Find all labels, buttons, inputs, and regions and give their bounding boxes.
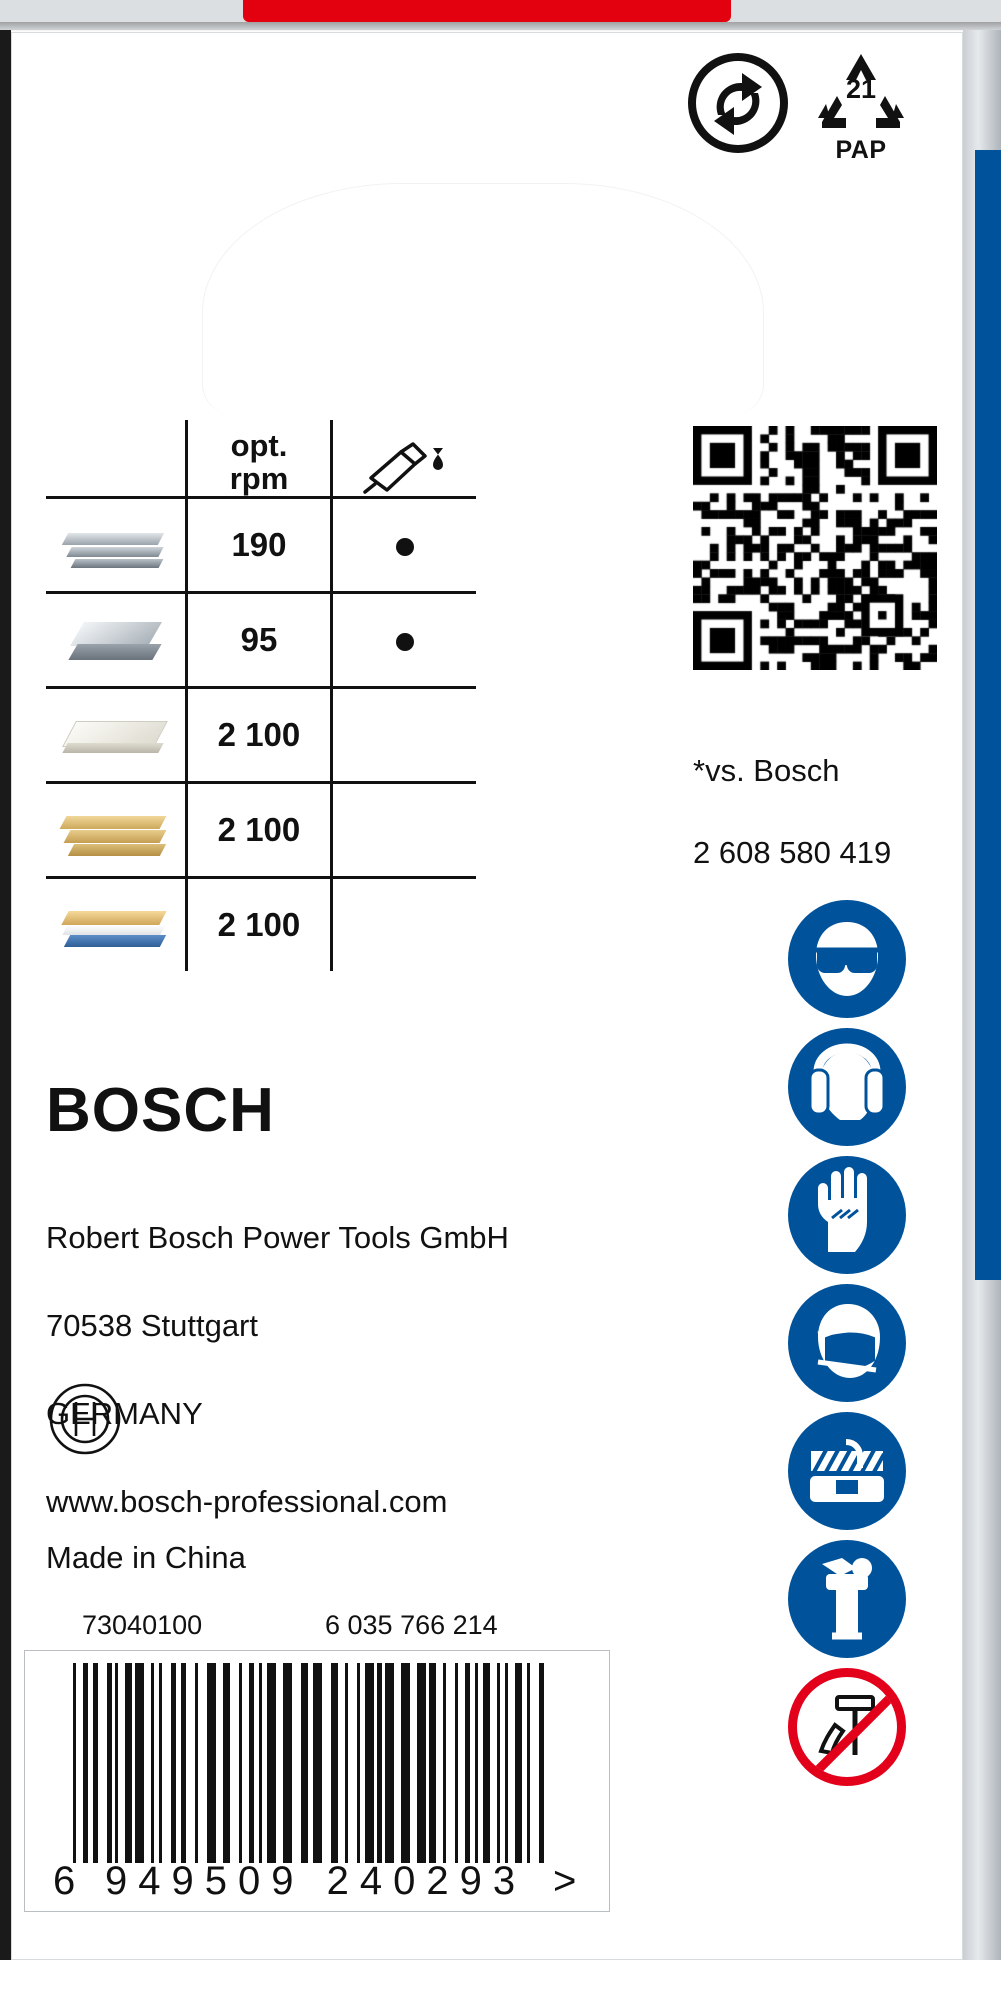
header-rpm <box>186 420 332 498</box>
manufacturer-address <box>46 1172 509 1568</box>
coolant-dot <box>396 538 414 556</box>
wear-protective-gloves-icon <box>788 1156 906 1274</box>
barcode-lead-digit: 6 <box>53 1859 77 1903</box>
table-row <box>46 688 476 783</box>
company-name: Robert Bosch Power Tools GmbH <box>46 1220 509 1256</box>
table-row <box>46 498 476 593</box>
coolant-dot <box>396 633 414 651</box>
safety-pictogram-column <box>788 900 908 1796</box>
rpm-cell: 2 100 <box>186 878 332 972</box>
header-rpm-line2: rpm <box>229 461 289 497</box>
laminate-panel-thumb <box>59 897 171 953</box>
footnote-line-1: *vs. Bosch <box>693 752 840 788</box>
wear-ear-protection-icon <box>788 1028 906 1146</box>
clamp-workpiece-icon <box>788 1412 906 1530</box>
material-number: 73040100 <box>82 1610 203 1640</box>
coolant-cell <box>332 688 476 783</box>
header-rpm-line1: opt. <box>230 428 288 464</box>
barcode-digits <box>25 1857 611 1905</box>
plastic-board-thumb <box>59 707 171 763</box>
material-cell <box>46 783 186 878</box>
package-red-tab <box>243 0 731 22</box>
emboss-outline <box>202 183 764 414</box>
barcode-main-digits: 949509 240293 <box>105 1859 527 1903</box>
rpm-cell: 190 <box>186 498 332 593</box>
pap-label: PAP <box>835 136 887 164</box>
package-top-shadow <box>0 22 1001 32</box>
coolant-spray-icon <box>357 438 453 496</box>
material-cell <box>46 688 186 783</box>
coolant-cell <box>332 498 476 593</box>
coolant-cell <box>332 593 476 688</box>
stainless-plate-thumb <box>59 612 171 668</box>
bosch-wordmark: BOSCH <box>46 1076 275 1145</box>
material-cell <box>46 593 186 688</box>
metal-profiles-thumb <box>59 517 171 573</box>
header-coolant <box>332 420 476 498</box>
speed-specification-table <box>46 420 476 971</box>
package-blue-band <box>975 150 1001 1280</box>
header-material <box>46 420 186 498</box>
qr-code[interactable] <box>693 426 937 670</box>
no-hammer-chisel-icon <box>788 1668 906 1786</box>
table-header-row <box>46 420 476 498</box>
coolant-cell <box>332 783 476 878</box>
website: www.bosch-professional.com <box>46 1484 448 1520</box>
made-in-label: Made in China <box>46 1540 246 1575</box>
barcode-bars <box>73 1663 544 1863</box>
rpm-cell: 2 100 <box>186 688 332 783</box>
material-cell <box>46 498 186 593</box>
package-left-edge <box>0 30 11 1960</box>
pap-number: 21 <box>845 74 877 104</box>
material-cell <box>46 878 186 972</box>
timber-battens-thumb <box>59 802 171 858</box>
table-row <box>46 593 476 688</box>
coolant-cell <box>332 878 476 972</box>
bosch-anchor-logo <box>48 1382 122 1456</box>
footnote-line-2: 2 608 580 419 <box>693 834 892 870</box>
comparison-footnote <box>693 710 891 915</box>
recycling-marks <box>688 48 918 164</box>
ean-barcode <box>24 1650 610 1912</box>
secure-accessory-icon <box>788 1540 906 1658</box>
rpm-cell: 95 <box>186 593 332 688</box>
wear-dust-mask-icon <box>788 1284 906 1402</box>
rpm-cell: 2 100 <box>186 783 332 878</box>
wear-eye-protection-icon <box>788 900 906 1018</box>
table-row <box>46 783 476 878</box>
der-gruene-punkt-icon <box>688 53 788 158</box>
barcode-tail-mark: > <box>553 1859 578 1903</box>
table-row <box>46 878 476 972</box>
package-bottom-edge <box>0 1960 1001 2000</box>
postcode-city: 70538 Stuttgart <box>46 1308 258 1344</box>
order-number: 6 035 766 214 <box>325 1610 498 1640</box>
country: GERMANY <box>46 1396 203 1432</box>
